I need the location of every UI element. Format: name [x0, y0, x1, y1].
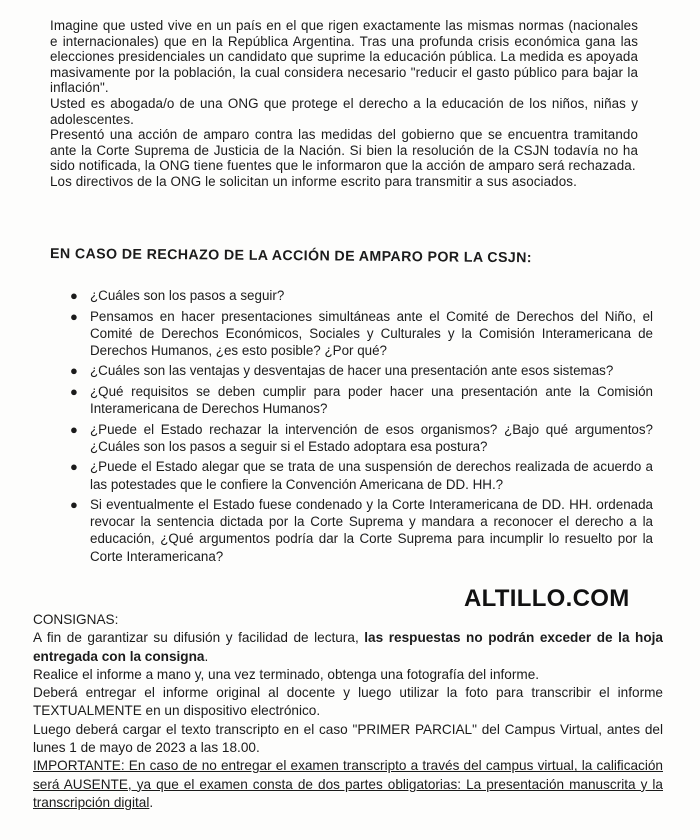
question-text: ¿Cuáles son los pasos a seguir? — [90, 288, 285, 303]
question-item — [70, 308, 653, 360]
question-item — [70, 383, 653, 417]
question-text: ¿Puede el Estado rechazar la intervención de esos organismos? ¿Bajo qué argumentos? ¿Cuáles son los pasos a seguir si el Estado adoptara esa postura? — [90, 421, 653, 454]
instructions-text: . — [204, 648, 209, 664]
intro-paragraph: Los directivos de la ONG le solicitan un informe escrito para transmitir a sus asociados. — [50, 173, 577, 189]
instructions-paragraph — [33, 629, 663, 666]
scenario-intro — [50, 18, 638, 190]
bullet-icon: ● — [70, 459, 78, 475]
question-text: Si eventualmente el Estado fuese condenado y la Corte Interamericana de DD. HH. ordenada revocar la sentencia dictada por la Corte Suprema y mandara a reconocer el derecho a la educación, ¿Qué argumentos podría dar la Corte Suprema para incumplir lo resuelto por la Corte Interamericana? — [90, 497, 653, 564]
section-heading: EN CASO DE RECHAZO DE LA ACCIÓN DE AMPARO POR LA CSJN: — [49, 246, 532, 267]
intro-paragraph: Usted es abogada/o de una ONG que protege el derecho a la educación de los niños, niñas y adolescentes. — [50, 95, 638, 127]
question-item — [70, 458, 653, 492]
instructions-paragraph: Luego deberá cargar el texto transcripto en el caso "PRIMER PARCIAL" del Campus Virtual, antes del lunes 1 de mayo de 2023 a las 18.00. — [33, 721, 663, 756]
instructions-text: A fin de garantizar su difusión y facilidad de lectura, — [33, 630, 365, 646]
instructions-title: CONSIGNAS: — [33, 612, 119, 627]
instructions-section — [33, 611, 663, 812]
instructions-text: . — [149, 794, 154, 810]
intro-paragraph: Presentó una acción de amparo contra las medidas del gobierno que se encuentra tramitando ante la Corte Suprema de Justicia de la Nación. Si bien la resolución de la CSJN todavía no ha sido notificada, la ONG tiene fuentes que le informaron que la acción de amparo será rechazada. — [50, 127, 638, 174]
bullet-icon: ● — [70, 363, 78, 379]
bullet-icon: ● — [70, 497, 78, 513]
intro-paragraph: Imagine que usted vive en un país en el que rigen exactamente las mismas normas (nacionales e internacionales) que en la República Argentina. Tras una profunda crisis económica gana las elecciones presidenciales un candidato que suprime la educación pública. La medida es apoyada masivamente por la población, la cual considera necesario "reducir el gasto público para bajar la inflación". — [50, 18, 638, 96]
bullet-icon: ● — [70, 383, 78, 399]
bullet-icon: ● — [70, 288, 78, 303]
bullet-icon: ● — [70, 308, 78, 324]
question-item — [70, 362, 653, 379]
important-notice — [33, 757, 663, 812]
instructions-paragraph: Deberá entregar el informe original al docente y luego utilizar la foto para transcribir el informe TEXTUALMENTE en un dispositivo electrónico. — [33, 685, 663, 719]
important-underlined-text: IMPORTANTE: En caso de no entregar el examen transcripto a través del campus virtual, la calificación será AUSENTE, ya que el examen consta de dos partes obligatorias: La presentación manuscrita y la transcripción digital — [33, 758, 663, 810]
questions-list — [70, 287, 653, 568]
question-item — [70, 496, 653, 565]
question-text: ¿Cuáles son las ventajas y desventajas de hacer una presentación ante esos sistemas? — [90, 363, 614, 379]
question-text: Pensamos en hacer presentaciones simultáneas ante el Comité de Derechos del Niño, el Comité de Derechos Económicos, Sociales y Culturales y la Comisión Interamericana de Derechos Humanos, ¿es esto posible? ¿Por qué? — [90, 308, 653, 358]
bullet-icon: ● — [70, 421, 78, 437]
question-text: ¿Qué requisitos se deben cumplir para poder hacer una presentación ante la Comisión Interamericana de Derechos Humanos? — [90, 383, 653, 417]
question-item — [70, 287, 653, 304]
question-text: ¿Puede el Estado alegar que se trata de una suspensión de derechos realizada de acuerdo a las potestades que le confiere la Convención Americana de DD. HH.? — [90, 459, 653, 492]
question-item — [70, 421, 653, 455]
altillo-watermark: ALTILLO.COM — [464, 585, 630, 612]
instructions-paragraph: Realice el informe a mano y, una vez terminado, obtenga una fotografía del informe. — [33, 666, 540, 682]
instructions-bold-text: las respuestas no podrán exceder de la hoja entregada con la consigna — [33, 630, 663, 664]
